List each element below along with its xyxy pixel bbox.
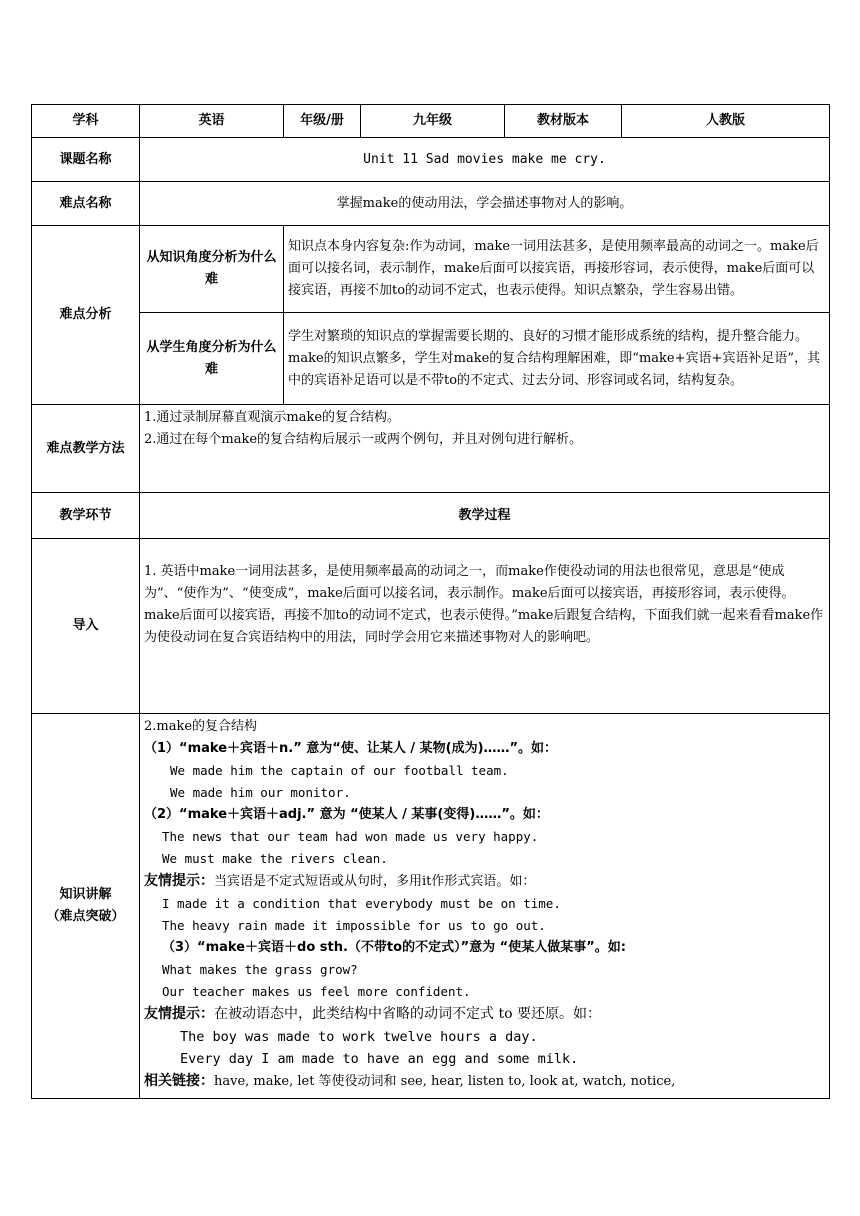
tip-1	[144, 870, 825, 893]
tip-2	[144, 1003, 825, 1026]
example-sentence: The heavy rain made it impossible for us to go out.	[162, 918, 546, 933]
method-row	[32, 405, 830, 493]
method-item: 1.通过录制屏幕直观演示make的复合结构。	[144, 410, 401, 425]
structure-3-heading: （3）“make＋宾语＋do sth.（不带to的不定式）”意为 “使某人做某事”。如:	[162, 940, 626, 955]
example-sentence: The news that our team had won made us very happy.	[162, 829, 539, 844]
stage-label: 教学环节	[32, 493, 140, 539]
difficulty-label: 难点名称	[32, 182, 140, 226]
lesson-plan-table	[31, 104, 830, 1099]
example-sentence: The boy was made to work twelve hours a day.	[180, 1029, 538, 1045]
intro-row	[32, 539, 830, 714]
topic-label: 课题名称	[32, 138, 140, 182]
example-sentence: We must make the rivers clean.	[162, 851, 388, 866]
related-link	[144, 1070, 825, 1093]
structure-2-heading: （2）“make＋宾语＋adj.” 意为 “使某人 / 某事(变得)……”。如：	[144, 807, 549, 822]
method-content	[140, 405, 830, 493]
intro-label: 导入	[32, 539, 140, 714]
example-sentence: I made it a condition that everybody must be on time.	[162, 896, 561, 911]
knowledge-angle-label: 从知识角度分析为什么难	[140, 226, 284, 313]
student-angle-text: 学生对繁琐的知识点的掌握需要长期的、良好的习惯才能形成系统的结构，提升整合能力。make的知识点繁多，学生对make的复合结构理解困难，即“make+宾语+宾语补足语”，其中的宾语补足语可以是不带to的不定式、过去分词、形容词或名词，结构复杂。	[284, 313, 830, 405]
tip-label: 友情提示：	[144, 1006, 214, 1022]
edition-value: 人教版	[622, 105, 830, 138]
student-angle-label: 从学生角度分析为什么难	[140, 313, 284, 405]
analysis-row-student	[32, 313, 830, 405]
knowledge-label	[32, 714, 140, 1099]
tip-text: 当宾语是不定式短语或从句时，多用it作形式宾语。如：	[214, 874, 536, 889]
difficulty-value: 掌握make的使动用法，学会描述事物对人的影响。	[140, 182, 830, 226]
example-sentence: We made him our monitor.	[170, 785, 351, 800]
example-sentence: Our teacher makes us feel more confident.	[162, 984, 471, 999]
difficulty-row	[32, 182, 830, 226]
knowledge-label-line2: （难点突破）	[46, 909, 125, 924]
analysis-row-knowledge	[32, 226, 830, 313]
subject-label: 学科	[32, 105, 140, 138]
knowledge-content	[140, 714, 830, 1099]
example-sentence: Every day I am made to have an egg and some milk.	[180, 1051, 579, 1067]
edition-label: 教材版本	[505, 105, 622, 138]
knowledge-title: 2.make的复合结构	[144, 719, 258, 734]
analysis-label: 难点分析	[32, 226, 140, 405]
knowledge-label-line1: 知识讲解	[59, 887, 112, 902]
grade-value: 九年级	[361, 105, 505, 138]
tip-label: 友情提示：	[144, 873, 214, 889]
topic-value: Unit 11 Sad movies make me cry.	[140, 138, 830, 182]
topic-row	[32, 138, 830, 182]
intro-text: 1. 英语中make一词用法甚多，是使用频率最高的动词之一，而make作使役动词的用法也很常见，意思是“使成为”、“使作为”、“使变成”，make后面可以接名词，表示制作。make后面可以接宾语，再接形容词，表示使得。make后面可以接宾语，再接不加to的动词不定式，也表示使得。”make后跟复合结构，下面我们就一起来看看make作为使役动词在复合宾语结构中的用法，同时学会用它来描述事物对人的影响吧。	[144, 564, 824, 645]
grade-label: 年级/册	[284, 105, 361, 138]
link-text: have, make, let 等使役动词和 see, hear, listen to, look at, watch, notice,	[214, 1074, 676, 1089]
header-row	[32, 105, 830, 138]
example-sentence: We made him the captain of our football team.	[170, 763, 509, 778]
link-label: 相关链接：	[144, 1073, 214, 1089]
structure-1-heading: （1）“make＋宾语＋n.” 意为“使、让某人 / 某物(成为)……”。如：	[144, 741, 558, 756]
method-label: 难点教学方法	[32, 405, 140, 493]
knowledge-angle-text: 知识点本身内容复杂:作为动词，make一词用法甚多，是使用频率最高的动词之一。make后面可以接名词，表示制作，make后面可以接宾语，再接形容词，表示使得，make后面可以接宾语，再接不加to的动词不定式，也表示使得。知识点繁杂，学生容易出错。	[284, 226, 830, 313]
knowledge-row	[32, 714, 830, 1099]
process-header-row	[32, 493, 830, 539]
method-item: 2.通过在每个make的复合结构后展示一或两个例句，并且对例句进行解析。	[144, 432, 583, 447]
tip-text: 在被动语态中，此类结构中省略的动词不定式 to 要还原。如：	[214, 1006, 601, 1022]
subject-value: 英语	[140, 105, 284, 138]
intro-content	[140, 539, 830, 714]
example-sentence: What makes the grass grow?	[162, 962, 358, 977]
process-label: 教学过程	[140, 493, 830, 539]
